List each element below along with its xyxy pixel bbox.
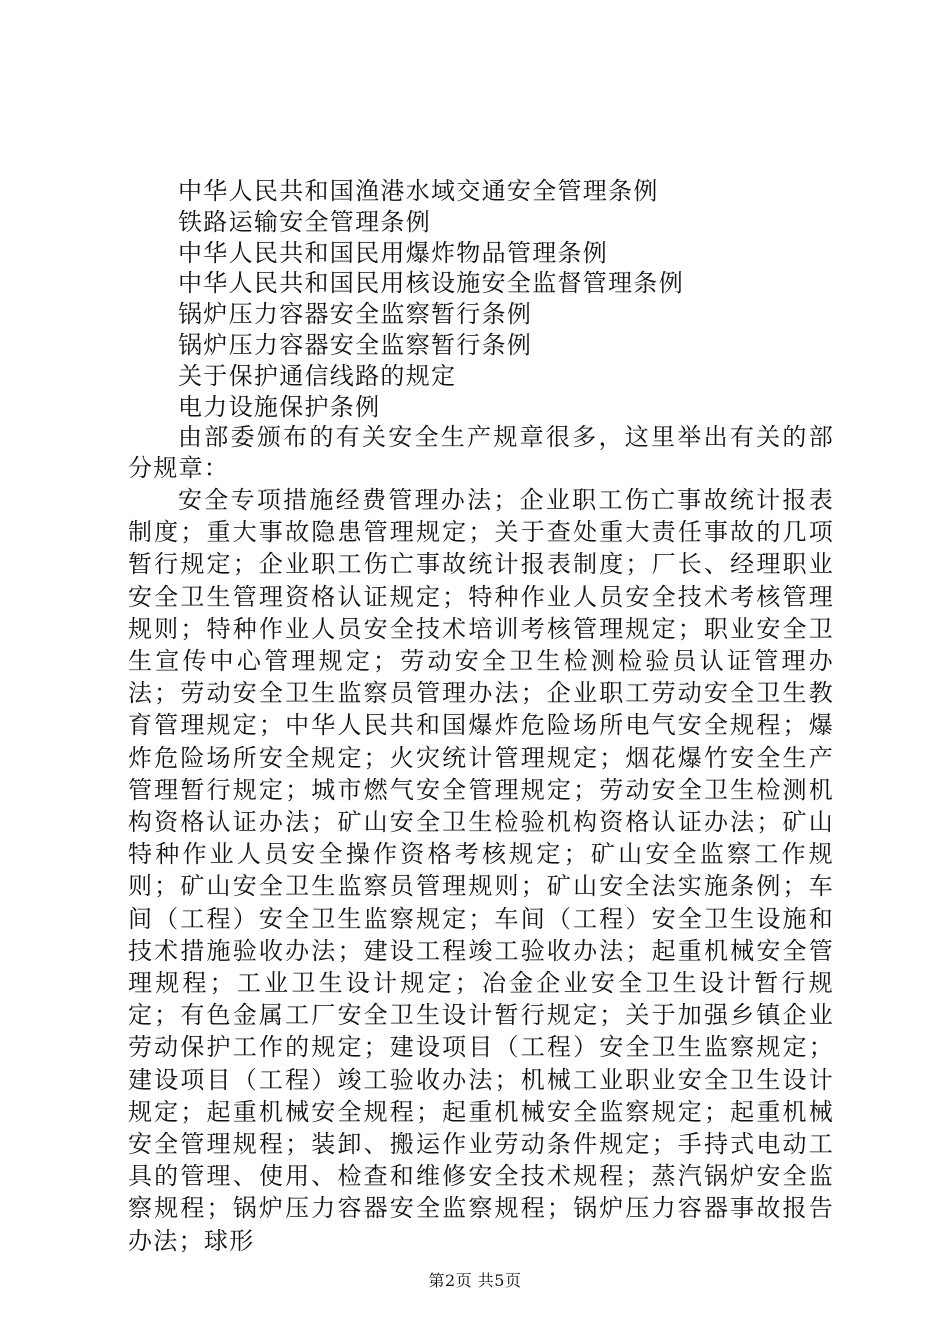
page-number: 第2页 共5页	[428, 1271, 522, 1290]
regulation-list-item: 关于保护通信线路的规定	[178, 361, 457, 390]
regulation-list-item: 电力设施保护条例	[178, 392, 381, 421]
regulation-list-item: 锅炉压力容器安全监察暂行条例	[178, 300, 533, 329]
regulation-list-item: 中华人民共和国渔港水域交通安全管理条例	[178, 177, 659, 205]
page-footer	[0, 1268, 950, 1291]
regulation-list-item: 中华人民共和国民用核设施安全监督管理条例	[178, 269, 684, 298]
regulation-list-item: 锅炉压力容器安全监察暂行条例	[178, 330, 533, 359]
document-body	[128, 176, 834, 1257]
rules-paragraph: 安全专项措施经费管理办法；企业职工伤亡事故统计报表制度；重大事故隐患管理规定；关于查处重大责任事故的几项暂行规定；企业职工伤亡事故统计报表制度；厂长、经理职业安全卫生管理资格认证规定；特种作业人员安全技术考核管理规则；特种作业人员安全技术培训考核管理规定；职业安全卫生宣传中心管理规定；劳动安全卫生检测检验员认证管理办法；劳动安全卫生监察员管理办法；企业职工劳动安全卫生教育管理规定；中华人民共和国爆炸危险场所电气安全规程；爆炸危险场所安全规定；火灾统计管理规定；烟花爆竹安全生产管理暂行规定；城市燃气安全管理规定；劳动安全卫生检测机构资格认证办法；矿山安全卫生检验机构资格认证办法；矿山特种作业人员安全操作资格考核规定；矿山安全监察工作规则；矿山安全卫生监察员管理规则；矿山安全法实施条例；车间（工程）安全卫生监察规定；车间（工程）安全卫生设施和技术措施验收办法；建设工程竣工验收办法；起重机械安全管理规程；工业卫生设计规定；冶金企业安全卫生设计暂行规定；有色金属工厂安全卫生设计暂行规定；关于加强乡镇企业劳动保护工作的规定；建设项目（工程）安全卫生监察规定；建设项目（工程）竣工验收办法；机械工业职业安全卫生设计规定；起重机械安全规程；起重机械安全监察规定；起重机械安全管理规程；装卸、搬运作业劳动条件规定；手持式电动工具的管理、使用、检查和维修安全技术规程；蒸汽锅炉安全监察规程；锅炉压力容器安全监察规程；锅炉压力容器事故报告办法；球形	[128, 485, 834, 1255]
regulation-list-item: 中华人民共和国民用爆炸物品管理条例	[178, 238, 609, 267]
regulation-list-item: 铁路运输安全管理条例	[178, 207, 431, 236]
intro-paragraph: 由部委颁布的有关安全生产规章很多，这里举出有关的部分规章：	[128, 423, 834, 483]
